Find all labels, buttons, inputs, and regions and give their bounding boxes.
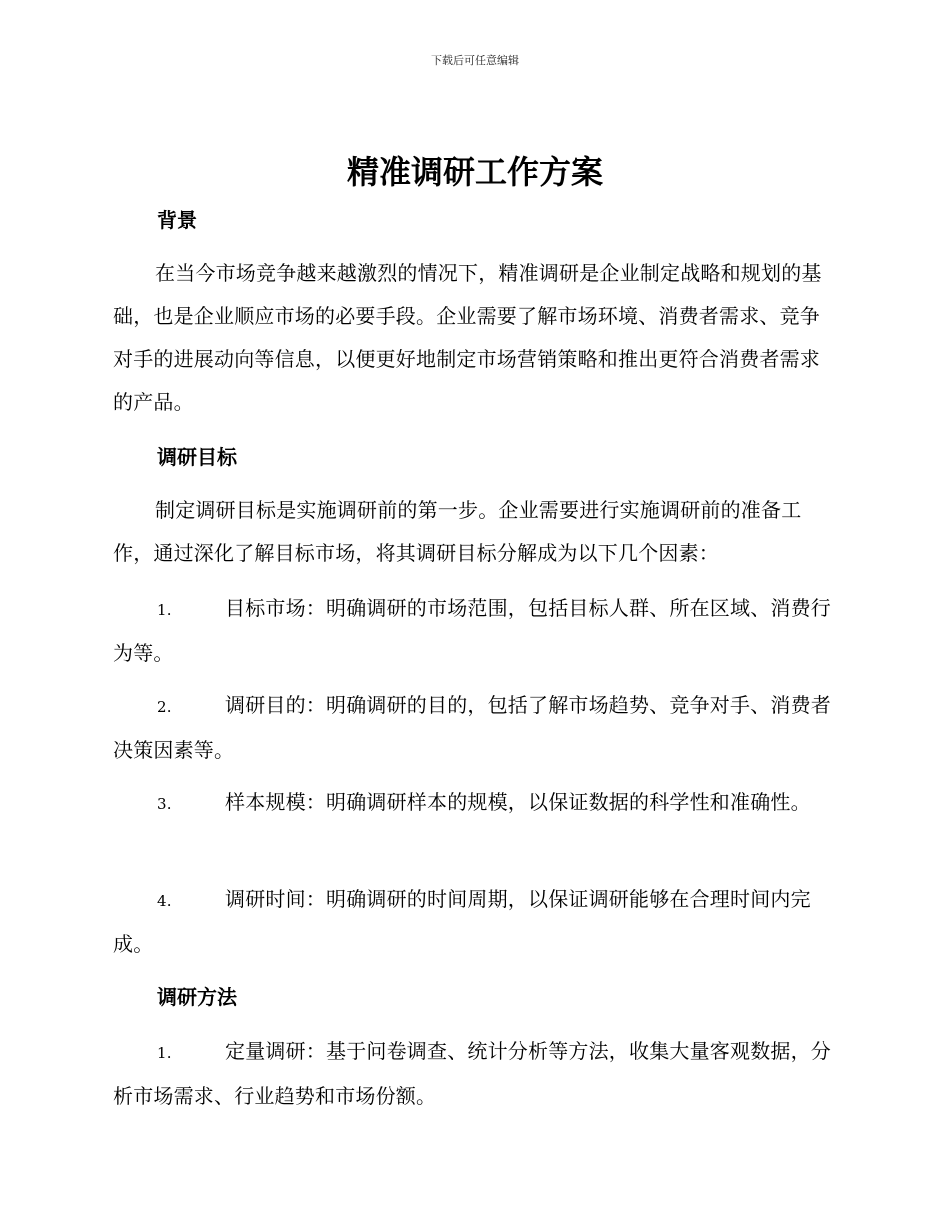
goals-list-item-4 <box>113 878 835 966</box>
list-item-text: 样本规模：明确调研样本的规模，以保证数据的科学性和准确性。 <box>225 790 811 814</box>
goals-list-item-3 <box>113 781 835 826</box>
document-title: 精准调研工作方案 <box>346 153 603 191</box>
list-number: 1. <box>157 1044 172 1062</box>
goals-list-item-2 <box>113 684 835 772</box>
methods-list-item-1 <box>113 1030 835 1118</box>
section-heading-background: 背景 <box>157 208 197 232</box>
section-heading-goals: 调研目标 <box>157 445 237 469</box>
goals-paragraph: 制定调研目标是实施调研前的第一步。企业需要进行实施调研前的准备工作，通过深化了解目标市场，将其调研目标分解成为以下几个因素： <box>113 498 802 565</box>
list-number: 3. <box>157 795 172 813</box>
list-item-text: 调研目的：明确调研的目的，包括了解市场趋势、竞争对手、消费者决策因素等。 <box>113 693 831 762</box>
list-number: 1. <box>157 601 172 619</box>
list-item-text: 定量调研：基于问卷调查、统计分析等方法，收集大量客观数据，分析市场需求、行业趋势和市场份额。 <box>113 1039 831 1108</box>
list-number: 4. <box>157 892 172 910</box>
list-item-text: 调研时间：明确调研的时间周期，以保证调研能够在合理时间内完成。 <box>113 887 811 956</box>
list-number: 2. <box>157 698 172 716</box>
goals-list-item-1 <box>113 587 835 675</box>
header-note: 下载后可任意编辑 <box>431 54 519 67</box>
section-heading-methods: 调研方法 <box>157 985 237 1009</box>
list-item-text: 目标市场：明确调研的市场范围，包括目标人群、所在区域、消费行为等。 <box>113 596 831 665</box>
background-paragraph: 在当今市场竞争越来越激烈的情况下，精准调研是企业制定战略和规划的基础，也是企业顺应市场的必要手段。企业需要了解市场环境、消费者需求、竞争对手的进展动向等信息，以便更好地制定市场营销策略和推出更符合消费者需求的产品。 <box>113 261 822 414</box>
